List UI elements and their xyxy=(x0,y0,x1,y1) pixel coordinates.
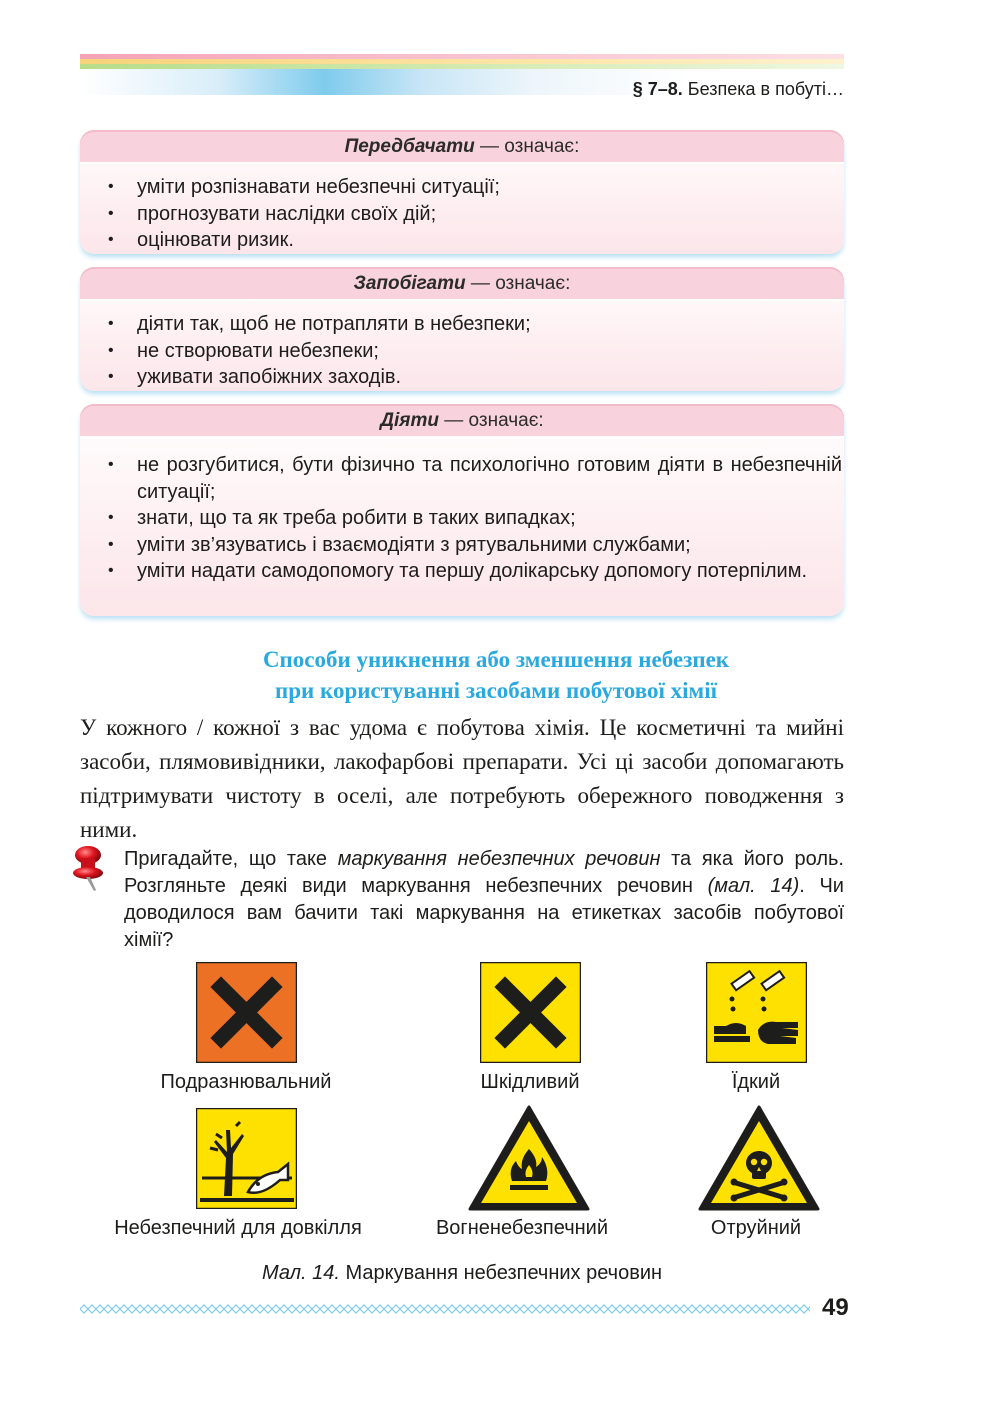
running-header xyxy=(633,79,844,100)
sign-label: Шкідливий xyxy=(480,1071,580,1093)
list-item: • прогнозувати наслідки своїх дій; xyxy=(80,201,844,228)
figure-number: Мал. 14. xyxy=(261,1262,340,1284)
figure-title: Маркування небезпечних речовин xyxy=(339,1262,663,1284)
list-item: • не розгубитися, бути фізично та психологічно готовим діяти в небезпечній ситуації; xyxy=(80,452,844,505)
definition-box-header xyxy=(80,130,844,164)
definition-box-act xyxy=(80,404,844,616)
sign-label: Отруйний xyxy=(710,1217,802,1239)
list-item: • уміти зв’язуватись і взаємодіяти з рятувальними службами; xyxy=(80,532,844,559)
section-heading-line2: при користуванні засобами побутової хімії xyxy=(275,678,717,703)
harmful-sign-icon xyxy=(480,962,581,1063)
question-part: Пригадайте, що таке xyxy=(124,848,338,870)
environment-hazard-sign-icon xyxy=(196,1108,297,1209)
question-part: . Чи доводилося вам бачити такі маркування на етикетках засобів побутової хімії? xyxy=(124,875,844,951)
body-paragraph: У кожного / кожної з вас удома є побутова хімія. Це косметичні та мийні засоби, плямовивідники, лакофарбові препарати. Усі ці засоби допомагають підтримувати чистоту в оселі, але потребують обережного поводження з ними. xyxy=(80,715,844,842)
section-title: Безпека в побуті… xyxy=(682,79,844,99)
figure-reference: (мал. 14) xyxy=(707,875,800,897)
list-item: • уживати запобіжних заходів. xyxy=(80,364,844,391)
page-number: 49 xyxy=(822,1294,849,1321)
definition-list xyxy=(80,438,844,585)
corrosive-sign-icon xyxy=(706,962,807,1063)
section-heading xyxy=(0,644,992,706)
definition-suffix: — означає: xyxy=(465,273,571,294)
definition-list xyxy=(80,301,844,391)
definition-term: Запобігати xyxy=(353,273,466,294)
section-number: § 7–8. xyxy=(632,79,683,99)
list-item: • діяти так, щоб не потрапляти в небезпеки; xyxy=(80,311,844,338)
definition-list xyxy=(80,164,844,254)
question-text xyxy=(124,846,844,954)
definition-suffix: — означає: xyxy=(438,410,544,431)
list-item: • уміти надати самодопомогу та першу долікарську допомогу потерпілим. xyxy=(80,558,844,585)
list-item: • оцінювати ризик. xyxy=(80,227,844,254)
definition-box-header xyxy=(80,404,844,438)
figure-caption xyxy=(0,1262,924,1285)
toxic-sign-icon xyxy=(696,1103,822,1213)
sign-label: Вогненебезпечний xyxy=(435,1217,609,1239)
irritant-sign-icon xyxy=(196,962,297,1063)
list-item: • уміти розпізнавати небезпечні ситуації; xyxy=(80,174,844,201)
definition-box-prevent xyxy=(80,267,844,391)
list-item: • знати, що та як треба робити в таких випадках; xyxy=(80,505,844,532)
question-emphasis: маркування небезпечних речовин xyxy=(337,848,661,870)
definition-term: Передбачати xyxy=(344,136,475,157)
pushpin-icon xyxy=(66,844,110,894)
definition-box-header xyxy=(80,267,844,301)
sign-label: Їдкий xyxy=(731,1071,781,1093)
definition-box-predict xyxy=(80,130,844,254)
flammable-sign-icon xyxy=(466,1103,592,1213)
definition-term: Діяти xyxy=(380,410,439,431)
sign-label: Небезпечний для довкілля xyxy=(114,1217,362,1239)
definition-suffix: — означає: xyxy=(474,136,580,157)
sign-label: Подразнювальний xyxy=(160,1071,332,1093)
list-item: • не створювати небезпеки; xyxy=(80,338,844,365)
question-part: та яка його роль. Розгляньте деякі види маркування небезпечних речовин xyxy=(124,848,844,897)
footer-decoration xyxy=(80,1302,810,1316)
section-heading-line1: Способи уникнення або зменшення небезпек xyxy=(262,647,730,672)
